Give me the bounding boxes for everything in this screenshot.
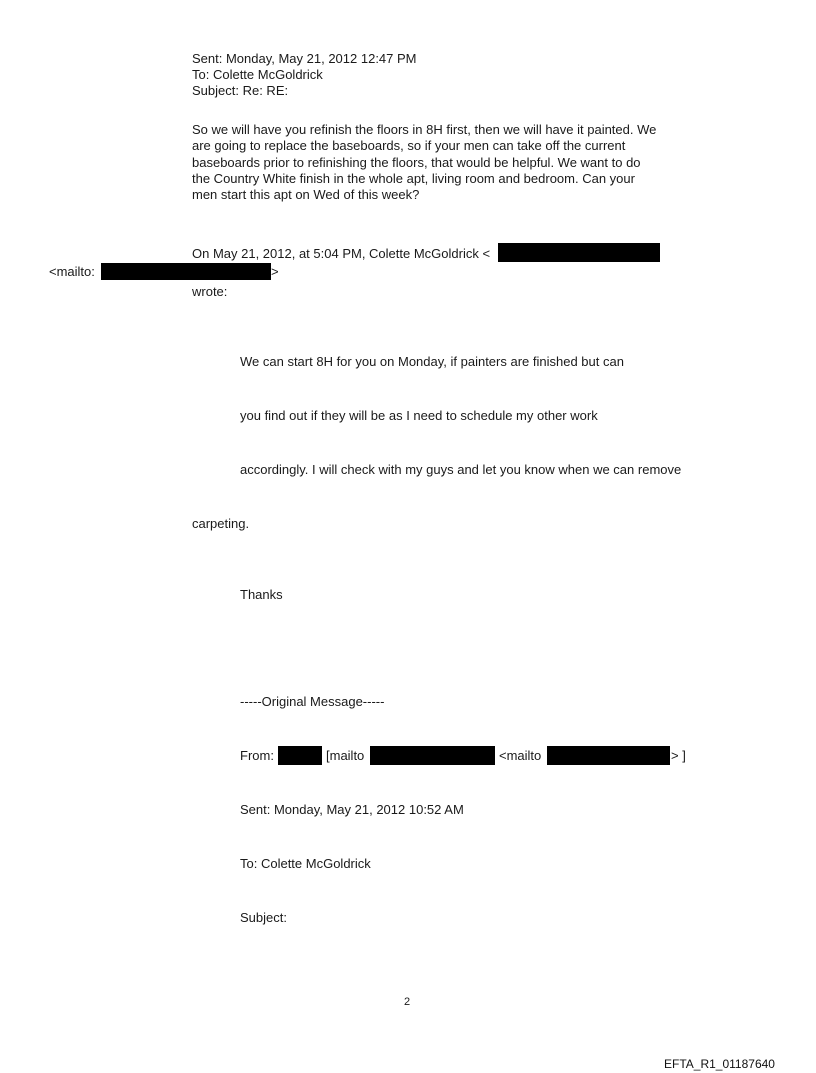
- wrote-label: wrote:: [192, 284, 228, 299]
- redaction-box: [547, 746, 670, 765]
- original-message-divider: -----Original Message-----: [240, 694, 385, 709]
- mailto-suffix: >: [271, 264, 279, 279]
- redaction-box: [498, 243, 660, 262]
- quoted-line: We can start 8H for you on Monday, if painters are finished but can: [240, 354, 624, 369]
- redaction-box: [278, 746, 322, 765]
- original-sent-line: Sent: Monday, May 21, 2012 10:52 AM: [240, 802, 464, 817]
- redaction-box: [370, 746, 495, 765]
- from-label: From:: [240, 748, 274, 763]
- quoted-line: carpeting.: [192, 516, 250, 531]
- to-line: To: Colette McGoldrick: [192, 67, 323, 82]
- document-id: EFTA_R1_01187640: [664, 1057, 775, 1071]
- sent-line: Sent: Monday, May 21, 2012 12:47 PM: [192, 51, 417, 66]
- from-mailto: [mailto: [326, 748, 365, 763]
- mailto-prefix: <mailto:: [49, 264, 95, 279]
- thanks-line: Thanks: [240, 587, 283, 602]
- original-to-line: To: Colette McGoldrick: [240, 856, 371, 871]
- from-end: > ]: [671, 748, 686, 763]
- page-number: 2: [404, 996, 411, 1008]
- redaction-box: [101, 263, 271, 280]
- reply-body: So we will have you refinish the floors in 8H first, then we will have it painted. We are going to replace the baseboards, so if your men can take off the current baseboards prior to refinishing the floors, that would be helpful. We want to do the Country White finish in the whole apt, living room and bedroom. Can your men start this apt on Wed of this week?: [192, 122, 657, 203]
- original-subject-line: Subject:: [240, 910, 287, 925]
- quoted-line: you find out if they will be as I need to schedule my other work: [240, 408, 598, 423]
- from-mailto-angle: <mailto: [499, 748, 542, 763]
- subject-line: Subject: Re: RE:: [192, 83, 289, 98]
- quoted-line: accordingly. I will check with my guys and let you know when we can remove: [240, 462, 682, 477]
- quote-intro-line: On May 21, 2012, at 5:04 PM, Colette McGoldrick <: [192, 246, 491, 261]
